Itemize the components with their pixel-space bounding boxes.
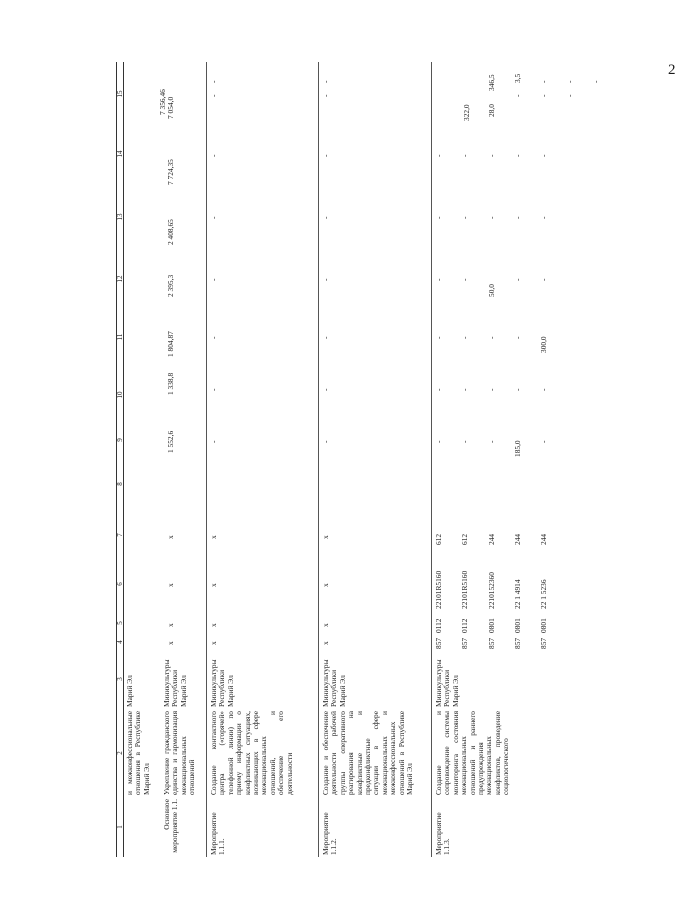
col-header: 15 xyxy=(116,90,124,98)
cell: 185,0 xyxy=(513,440,522,457)
cell: - xyxy=(487,154,496,157)
cell: 322,0 xyxy=(462,104,471,121)
cell: - xyxy=(209,216,218,219)
cell: x xyxy=(166,535,175,539)
cell: 28,0 xyxy=(487,104,496,117)
cell: - xyxy=(460,154,469,157)
col-header: 11 xyxy=(116,333,124,341)
cell: x xyxy=(166,623,175,627)
row-description: Создание контактного центра («горячей» телефонной линии) по приему информации о конфликтных ситуациях, возникающих в сфере межнациональных отношений, и обеспечение его деятельности xyxy=(209,711,294,795)
cell: 0801 xyxy=(513,618,522,633)
table-header-row xyxy=(116,62,124,857)
cell: 612 xyxy=(460,533,469,545)
cell: x xyxy=(321,583,330,587)
cell: - xyxy=(565,80,574,83)
cell: - xyxy=(209,440,218,443)
cell: - xyxy=(434,440,443,443)
cell: - xyxy=(321,154,330,157)
col-header: 3 xyxy=(116,677,124,681)
cell: 2 408,65 xyxy=(166,219,175,245)
continuation-text: и межконфессиональные отношения в Республике Марий Эл xyxy=(125,711,151,795)
cell: - xyxy=(434,154,443,157)
row-description: Укрепление гражданского единства и гармонизация межнациональных отношений xyxy=(162,711,197,795)
cell: 857 xyxy=(539,637,548,649)
row-description: Создание и обеспечение деятельности рабочей группы оперативного реагирования на конфликтные и предконфликтные ситуации в сфере межнациональных и межконфессиональных отношений в Республике Марий Эл xyxy=(321,711,415,795)
cell: 300,0 xyxy=(539,336,548,353)
cell: - xyxy=(513,278,522,281)
cell: x xyxy=(321,535,330,539)
cell: - xyxy=(460,440,469,443)
cell: 857 xyxy=(460,637,469,649)
cell: - xyxy=(460,336,469,339)
cell: - xyxy=(565,94,574,97)
cell: - xyxy=(321,94,330,97)
cell: 1 804,87 xyxy=(166,331,175,357)
cell: - xyxy=(487,216,496,219)
continuation-executor: Марий Эл xyxy=(125,675,134,707)
cell: 612 xyxy=(434,533,443,545)
cell: - xyxy=(321,80,330,83)
cell: 0801 xyxy=(487,618,496,633)
cell: 22 1 4914 xyxy=(513,579,522,609)
cell: x xyxy=(321,623,330,627)
cell: - xyxy=(487,440,496,443)
cell: x xyxy=(166,641,175,645)
cell: - xyxy=(321,388,330,391)
cell: 22 1 5236 xyxy=(539,579,548,609)
cell: 7 724,35 xyxy=(166,159,175,185)
cell: 244 xyxy=(487,533,496,545)
cell: - xyxy=(513,388,522,391)
cell: - xyxy=(487,388,496,391)
cell: - xyxy=(321,336,330,339)
cell: 22101R5160 xyxy=(434,570,443,609)
rotated-table xyxy=(116,62,676,857)
cell: - xyxy=(434,216,443,219)
page-number: 2 xyxy=(668,62,676,78)
row-title: Мероприятие 1.1.1. xyxy=(209,812,227,855)
cell: 2 395,3 xyxy=(166,274,175,297)
cell: 244 xyxy=(539,533,548,545)
cell: 50,0 xyxy=(487,284,496,297)
cell: - xyxy=(539,154,548,157)
cell: - xyxy=(209,388,218,391)
cell: 857 xyxy=(434,637,443,649)
cell: - xyxy=(321,278,330,281)
row-executor: Миникультуры Республики Марий Эл xyxy=(321,659,347,707)
cell: x xyxy=(209,641,218,645)
col-header: 1 xyxy=(116,825,124,829)
col-header: 9 xyxy=(116,438,124,442)
col-header: 4 xyxy=(116,640,124,644)
cell: - xyxy=(539,216,548,219)
cell: x xyxy=(209,583,218,587)
cell: - xyxy=(539,278,548,281)
row-executor: Миникультуры Республики Марий Эл xyxy=(209,659,235,707)
col-header: 10 xyxy=(116,391,124,399)
cell: - xyxy=(539,388,548,391)
row-divider xyxy=(206,62,207,857)
cell: 346,5 xyxy=(487,74,496,91)
col-header: 7 xyxy=(116,533,124,537)
cell: - xyxy=(321,440,330,443)
cell: 244 xyxy=(513,533,522,545)
cell: - xyxy=(539,440,548,443)
cell: - xyxy=(434,336,443,339)
cell: - xyxy=(513,154,522,157)
cell: 0801 xyxy=(539,618,548,633)
cell: 857 xyxy=(487,637,496,649)
cell: 7 054,0 xyxy=(166,96,175,119)
cell: 22101R5160 xyxy=(460,570,469,609)
cell: - xyxy=(460,216,469,219)
cell: - xyxy=(513,336,522,339)
cell: 1 338,8 xyxy=(166,372,175,395)
cell: - xyxy=(591,80,600,83)
cell: - xyxy=(434,278,443,281)
cell: 1 552,6 xyxy=(166,430,175,453)
cell: - xyxy=(209,278,218,281)
col-header: 14 xyxy=(116,150,124,158)
cell: x xyxy=(321,641,330,645)
row-executor: Миникультуры Республики Марий Эл xyxy=(162,659,188,707)
row-title: Мероприятие 1.1.2. xyxy=(321,812,339,855)
col-header: 6 xyxy=(116,582,124,586)
cell: - xyxy=(460,278,469,281)
cell: 7 356,46 xyxy=(158,89,167,115)
cell: x xyxy=(209,535,218,539)
cell: - xyxy=(209,80,218,83)
cell: 0112 xyxy=(460,618,469,633)
col-header: 8 xyxy=(116,482,124,486)
cell: - xyxy=(460,388,469,391)
cell: 857 xyxy=(513,637,522,649)
row-divider xyxy=(431,62,432,857)
row-divider xyxy=(318,62,319,857)
col-header: 2 xyxy=(116,751,124,755)
cell: x xyxy=(166,583,175,587)
cell: - xyxy=(321,216,330,219)
cell: x xyxy=(209,623,218,627)
cell: 0112 xyxy=(434,618,443,633)
row-executor: Миникультуры Республики Марий Эл xyxy=(434,659,460,707)
col-header: 13 xyxy=(116,213,124,221)
cell: - xyxy=(487,336,496,339)
cell: - xyxy=(539,80,548,83)
row-title: Мероприятие 1.1.3. xyxy=(434,812,452,855)
row-title: Основное мероприятие 1.1. xyxy=(162,799,180,853)
cell: - xyxy=(513,216,522,219)
cell: - xyxy=(209,94,218,97)
cell: 3,5 xyxy=(513,73,522,83)
col-header: 5 xyxy=(116,621,124,625)
row-description: Создание и сопровождение системы мониторинга состояния межнациональных отношений и раннего предупреждения межнациональных конфликтов, проведение социологического xyxy=(434,711,511,795)
cell: - xyxy=(513,94,522,97)
cell: - xyxy=(209,154,218,157)
cell: - xyxy=(209,336,218,339)
col-header: 12 xyxy=(116,275,124,283)
cell: - xyxy=(539,94,548,97)
cell: - xyxy=(434,388,443,391)
cell: 2210152360 xyxy=(487,572,496,609)
